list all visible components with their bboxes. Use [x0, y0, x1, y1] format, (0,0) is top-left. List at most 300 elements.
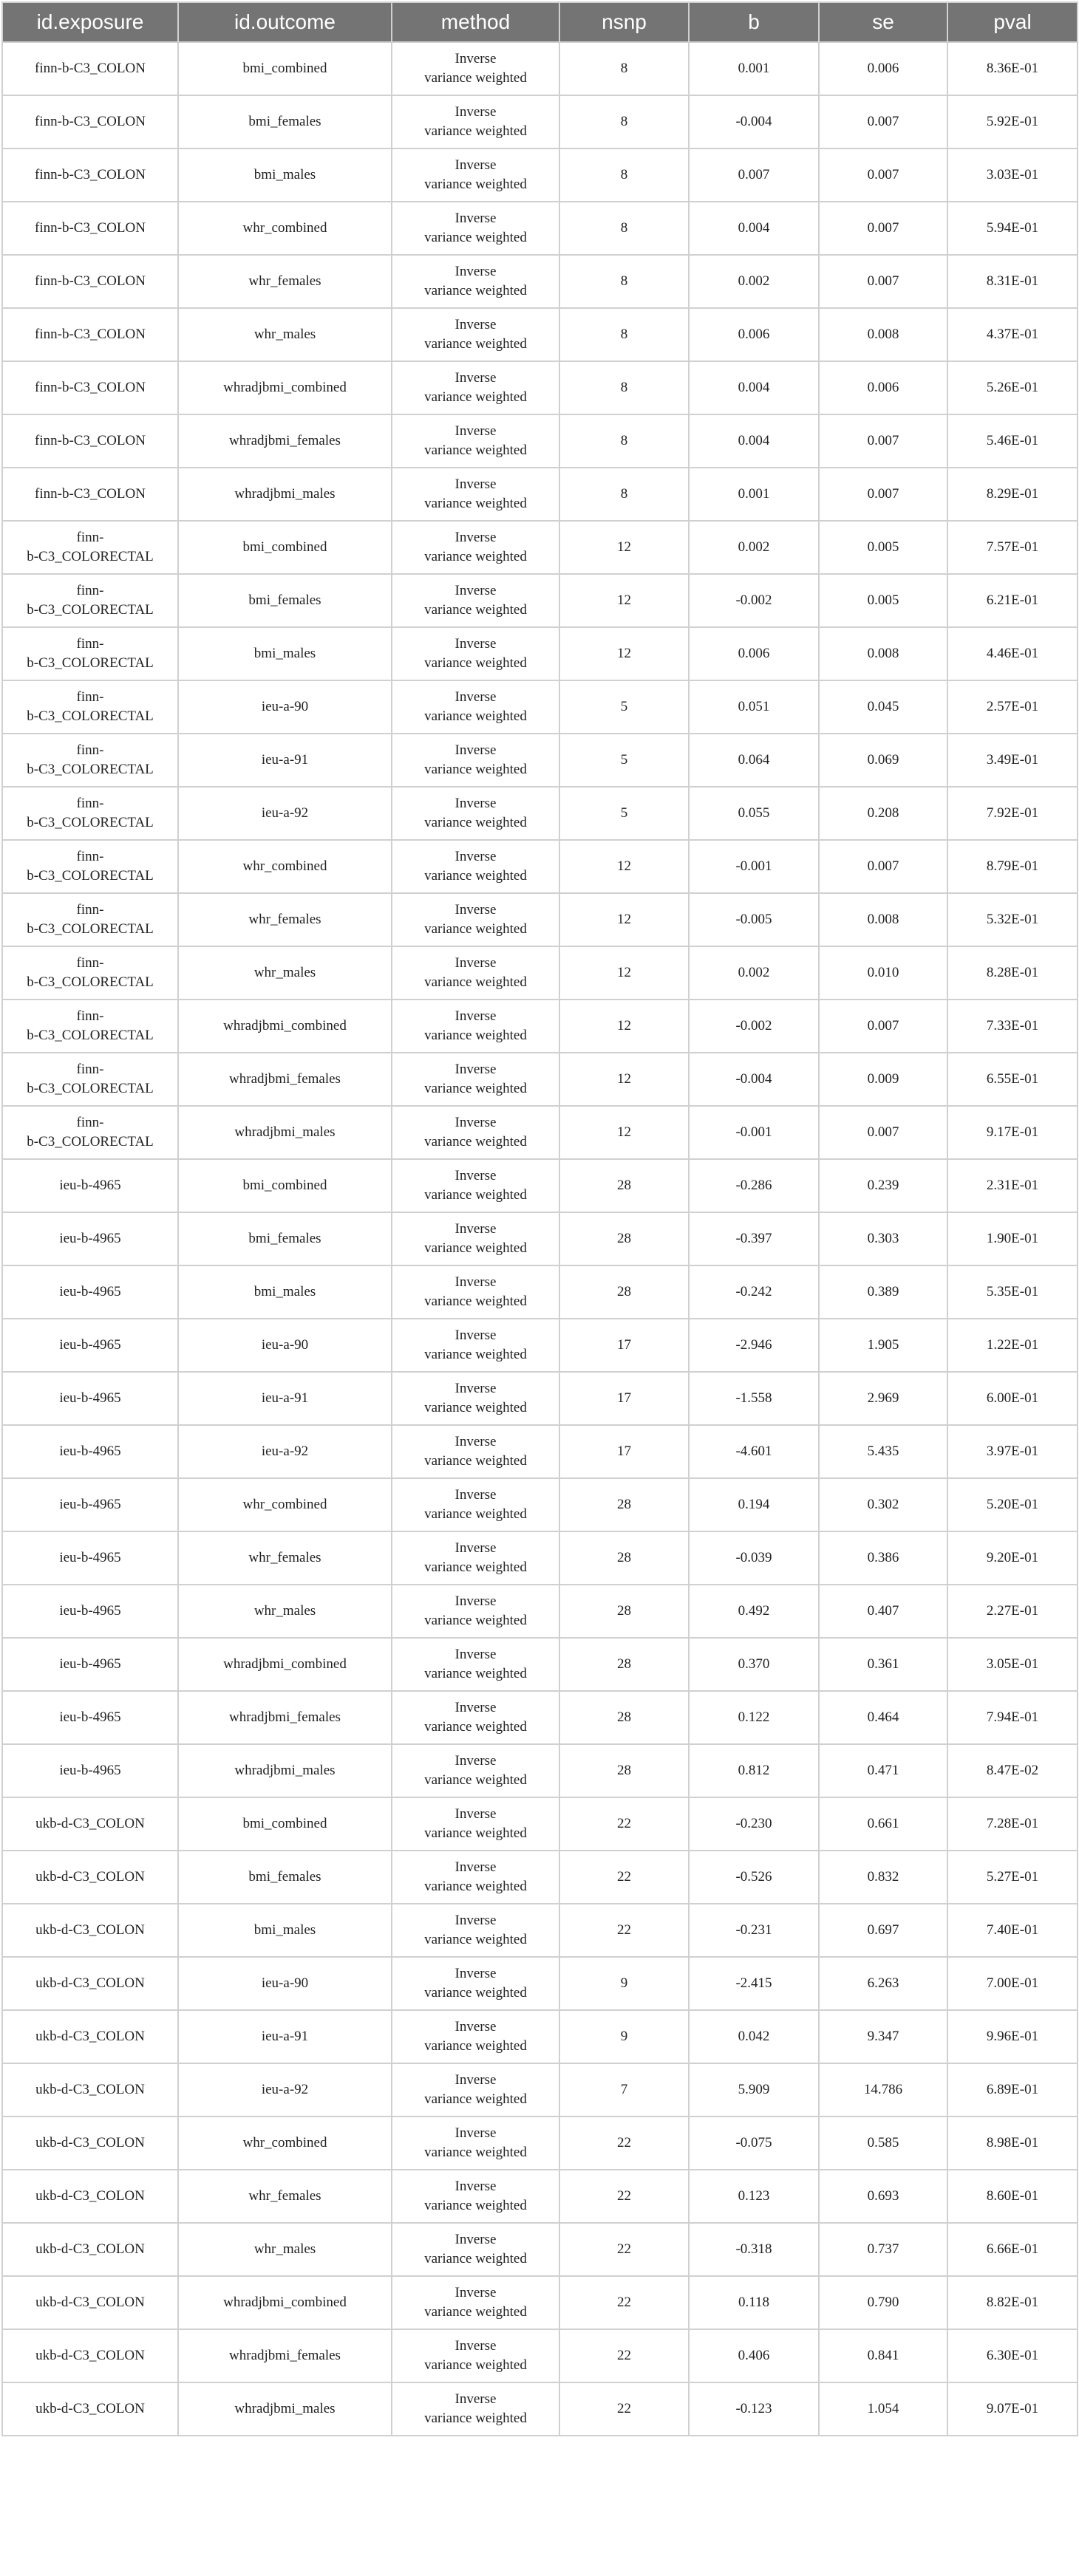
cell-method: [392, 627, 559, 680]
cell-pval: 7.94E-01: [947, 1691, 1078, 1744]
exposure-text: finn-: [76, 1062, 104, 1077]
cell-exposure: [2, 574, 178, 627]
cell-se: 0.693: [819, 2170, 947, 2223]
cell-pval: 8.29E-01: [947, 468, 1078, 521]
exposure-text: ieu-b-4965: [59, 1390, 121, 1406]
table-row: [2, 95, 1078, 148]
cell-outcome: bmi_combined: [178, 1797, 392, 1851]
cell-method: [392, 1372, 559, 1425]
exposure-text: ieu-b-4965: [59, 1231, 121, 1246]
cell-outcome: ieu-a-91: [178, 734, 392, 787]
exposure-text: ukb-d-C3_COLON: [35, 2082, 145, 2097]
method-text: variance weighted: [424, 1932, 527, 1947]
exposure-text: finn-: [76, 1115, 104, 1130]
table-row: [2, 893, 1078, 946]
cell-pval: 5.27E-01: [947, 1851, 1078, 1904]
method-text: variance weighted: [424, 868, 527, 884]
cell-pval: 8.31E-01: [947, 255, 1078, 308]
cell-b: 0.001: [689, 468, 819, 521]
cell-exposure: [2, 1425, 178, 1478]
cell-b: 0.004: [689, 414, 819, 468]
cell-se: 0.697: [819, 1904, 947, 1957]
method-text: Inverse: [455, 211, 497, 226]
method-text: variance weighted: [424, 655, 527, 671]
table-row: [2, 361, 1078, 414]
method-text: Inverse: [455, 1753, 497, 1769]
method-text: variance weighted: [424, 1347, 527, 1362]
exposure-text: finn-: [76, 849, 104, 864]
cell-method: [392, 255, 559, 308]
method-text: Inverse: [455, 2391, 497, 2407]
cell-method: [392, 1585, 559, 1638]
exposure-text: b-C3_COLORECTAL: [27, 974, 154, 990]
method-text: Inverse: [455, 1540, 497, 1556]
exposure-text: b-C3_COLORECTAL: [27, 549, 154, 564]
cell-b: 0.194: [689, 1478, 819, 1531]
cell-b: 0.006: [689, 308, 819, 361]
cell-method: [392, 1000, 559, 1053]
cell-pval: 7.40E-01: [947, 1904, 1078, 1957]
cell-pval: 3.49E-01: [947, 734, 1078, 787]
cell-se: 0.239: [819, 1159, 947, 1212]
cell-pval: 9.20E-01: [947, 1531, 1078, 1585]
exposure-text: b-C3_COLORECTAL: [27, 708, 154, 724]
cell-se: 0.841: [819, 2329, 947, 2382]
method-text: Inverse: [455, 2019, 497, 2035]
cell-nsnp: 22: [559, 2170, 689, 2223]
method-text: Inverse: [455, 1806, 497, 1822]
table-row: [2, 574, 1078, 627]
cell-pval: 6.55E-01: [947, 1053, 1078, 1106]
exposure-text: b-C3_COLORECTAL: [27, 655, 154, 671]
cell-se: 0.464: [819, 1691, 947, 1744]
method-text: Inverse: [455, 1062, 497, 1077]
cell-method: [392, 840, 559, 893]
cell-b: 0.051: [689, 680, 819, 734]
cell-outcome: bmi_males: [178, 627, 392, 680]
method-text: Inverse: [455, 1487, 497, 1503]
table-row: [2, 1744, 1078, 1797]
cell-se: 0.007: [819, 95, 947, 148]
cell-b: 0.064: [689, 734, 819, 787]
cell-method: [392, 893, 559, 946]
table-row: [2, 148, 1078, 202]
cell-method: [392, 1106, 559, 1159]
method-text: Inverse: [455, 636, 497, 652]
cell-outcome: ieu-a-90: [178, 680, 392, 734]
cell-b: 0.004: [689, 202, 819, 255]
cell-method: [392, 1159, 559, 1212]
exposure-text: finn-: [76, 955, 104, 971]
exposure-text: ukb-d-C3_COLON: [35, 1816, 145, 1831]
cell-outcome: whradjbmi_males: [178, 468, 392, 521]
cell-nsnp: 22: [559, 2117, 689, 2170]
cell-method: [392, 414, 559, 468]
cell-exposure: [2, 1372, 178, 1425]
cell-pval: 2.57E-01: [947, 680, 1078, 734]
cell-se: 5.435: [819, 1425, 947, 1478]
cell-pval: 6.00E-01: [947, 1372, 1078, 1425]
cell-nsnp: 8: [559, 255, 689, 308]
cell-exposure: [2, 202, 178, 255]
cell-method: [392, 521, 559, 574]
cell-outcome: whr_combined: [178, 2117, 392, 2170]
cell-outcome: bmi_combined: [178, 42, 392, 95]
table-row: [2, 1851, 1078, 1904]
cell-se: 0.007: [819, 468, 947, 521]
cell-se: 14.786: [819, 2063, 947, 2117]
cell-pval: 6.66E-01: [947, 2223, 1078, 2276]
exposure-text: finn-: [76, 742, 104, 758]
cell-b: 0.492: [689, 1585, 819, 1638]
cell-nsnp: 8: [559, 361, 689, 414]
cell-method: [392, 1957, 559, 2010]
cell-method: [392, 1319, 559, 1372]
table-row: [2, 1265, 1078, 1319]
cell-se: 2.969: [819, 1372, 947, 1425]
cell-exposure: [2, 1000, 178, 1053]
cell-outcome: ieu-a-92: [178, 1425, 392, 1478]
exposure-text: finn-b-C3_COLON: [35, 167, 146, 182]
exposure-text: ieu-b-4965: [59, 1656, 121, 1672]
exposure-text: ieu-b-4965: [59, 1337, 121, 1353]
cell-b: 0.370: [689, 1638, 819, 1691]
cell-nsnp: 12: [559, 1106, 689, 1159]
cell-nsnp: 8: [559, 95, 689, 148]
cell-nsnp: 28: [559, 1531, 689, 1585]
method-text: Inverse: [455, 1859, 497, 1875]
method-text: variance weighted: [424, 496, 527, 511]
cell-outcome: whr_males: [178, 308, 392, 361]
cell-b: -0.231: [689, 1904, 819, 1957]
method-text: variance weighted: [424, 1506, 527, 1522]
method-text: variance weighted: [424, 1187, 527, 1203]
cell-method: [392, 1797, 559, 1851]
method-text: variance weighted: [424, 336, 527, 352]
cell-outcome: whr_males: [178, 946, 392, 1000]
cell-exposure: [2, 787, 178, 840]
cell-exposure: [2, 1159, 178, 1212]
cell-b: 0.122: [689, 1691, 819, 1744]
cell-nsnp: 22: [559, 2223, 689, 2276]
cell-exposure: [2, 2223, 178, 2276]
method-text: Inverse: [455, 476, 497, 492]
table-row: [2, 787, 1078, 840]
method-text: variance weighted: [424, 2411, 527, 2426]
cell-method: [392, 787, 559, 840]
cell-nsnp: 12: [559, 1000, 689, 1053]
exposure-text: ukb-d-C3_COLON: [35, 1922, 145, 1938]
cell-nsnp: 7: [559, 2063, 689, 2117]
method-text: variance weighted: [424, 815, 527, 830]
exposure-text: finn-b-C3_COLON: [35, 486, 146, 502]
header-nsnp: nsnp: [559, 2, 689, 42]
cell-outcome: bmi_females: [178, 1212, 392, 1265]
cell-se: 0.010: [819, 946, 947, 1000]
method-text: variance weighted: [424, 1985, 527, 2001]
exposure-text: ieu-b-4965: [59, 1497, 121, 1512]
exposure-text: b-C3_COLORECTAL: [27, 602, 154, 618]
cell-pval: 9.07E-01: [947, 2382, 1078, 2436]
header-id-exposure: id.exposure: [2, 2, 178, 42]
cell-b: -0.397: [689, 1212, 819, 1265]
cell-nsnp: 22: [559, 2329, 689, 2382]
table-row: [2, 42, 1078, 95]
cell-pval: 8.82E-01: [947, 2276, 1078, 2329]
cell-nsnp: 22: [559, 1797, 689, 1851]
cell-outcome: ieu-a-90: [178, 1957, 392, 2010]
cell-outcome: whr_females: [178, 893, 392, 946]
cell-nsnp: 5: [559, 680, 689, 734]
cell-se: 0.007: [819, 255, 947, 308]
cell-b: -0.039: [689, 1531, 819, 1585]
cell-pval: 8.79E-01: [947, 840, 1078, 893]
cell-b: 0.001: [689, 42, 819, 95]
method-text: Inverse: [455, 1434, 497, 1449]
method-text: variance weighted: [424, 602, 527, 618]
cell-outcome: whradjbmi_females: [178, 414, 392, 468]
table-row: [2, 680, 1078, 734]
table-row: [2, 468, 1078, 521]
method-text: variance weighted: [424, 1134, 527, 1149]
cell-b: 0.123: [689, 2170, 819, 2223]
cell-pval: 6.30E-01: [947, 2329, 1078, 2382]
method-text: variance weighted: [424, 70, 527, 86]
cell-nsnp: 28: [559, 1585, 689, 1638]
cell-b: -0.001: [689, 1106, 819, 1159]
cell-exposure: [2, 1265, 178, 1319]
cell-outcome: bmi_males: [178, 1904, 392, 1957]
method-text: Inverse: [455, 530, 497, 545]
table-row: [2, 1585, 1078, 1638]
cell-nsnp: 8: [559, 202, 689, 255]
cell-outcome: whradjbmi_males: [178, 1744, 392, 1797]
cell-method: [392, 468, 559, 521]
cell-pval: 7.33E-01: [947, 1000, 1078, 1053]
cell-nsnp: 8: [559, 468, 689, 521]
method-text: variance weighted: [424, 2251, 527, 2266]
cell-se: 0.007: [819, 1106, 947, 1159]
method-text: Inverse: [455, 2338, 497, 2354]
method-text: variance weighted: [424, 2145, 527, 2160]
cell-exposure: [2, 308, 178, 361]
table-row: [2, 1478, 1078, 1531]
cell-se: 0.008: [819, 308, 947, 361]
cell-method: [392, 2382, 559, 2436]
header-b: b: [689, 2, 819, 42]
cell-se: 0.585: [819, 2117, 947, 2170]
method-text: Inverse: [455, 689, 497, 705]
cell-pval: 3.03E-01: [947, 148, 1078, 202]
cell-se: 0.389: [819, 1265, 947, 1319]
cell-method: [392, 202, 559, 255]
method-text: variance weighted: [424, 1240, 527, 1256]
cell-pval: 1.90E-01: [947, 1212, 1078, 1265]
exposure-text: ieu-b-4965: [59, 1444, 121, 1459]
exposure-text: b-C3_COLORECTAL: [27, 921, 154, 937]
cell-se: 0.007: [819, 148, 947, 202]
exposure-text: ieu-b-4965: [59, 1178, 121, 1193]
cell-nsnp: 22: [559, 1904, 689, 1957]
exposure-text: finn-b-C3_COLON: [35, 380, 146, 395]
table-row: [2, 2063, 1078, 2117]
method-text: Inverse: [455, 902, 497, 918]
mr-results-table: [1, 1, 1078, 2436]
exposure-text: b-C3_COLORECTAL: [27, 1134, 154, 1149]
cell-exposure: [2, 627, 178, 680]
table-row: [2, 1106, 1078, 1159]
table-row: [2, 414, 1078, 468]
cell-exposure: [2, 2010, 178, 2063]
table-row: [2, 1053, 1078, 1106]
method-text: variance weighted: [424, 1613, 527, 1628]
cell-outcome: bmi_males: [178, 148, 392, 202]
method-text: Inverse: [455, 1008, 497, 1024]
exposure-text: b-C3_COLORECTAL: [27, 762, 154, 777]
cell-exposure: [2, 1744, 178, 1797]
cell-se: 0.006: [819, 42, 947, 95]
cell-pval: 5.46E-01: [947, 414, 1078, 468]
cell-nsnp: 28: [559, 1478, 689, 1531]
cell-exposure: [2, 2170, 178, 2223]
cell-b: 0.406: [689, 2329, 819, 2382]
method-text: variance weighted: [424, 1081, 527, 1096]
method-text: variance weighted: [424, 443, 527, 458]
exposure-text: finn-: [76, 689, 104, 705]
method-text: Inverse: [455, 1966, 497, 1981]
method-text: Inverse: [455, 1274, 497, 1290]
exposure-text: finn-: [76, 636, 104, 652]
method-text: Inverse: [455, 1168, 497, 1183]
cell-b: 0.006: [689, 627, 819, 680]
cell-method: [392, 2276, 559, 2329]
cell-outcome: bmi_combined: [178, 521, 392, 574]
cell-exposure: [2, 1053, 178, 1106]
cell-se: 0.008: [819, 893, 947, 946]
cell-method: [392, 2010, 559, 2063]
cell-b: -2.415: [689, 1957, 819, 2010]
cell-se: 0.045: [819, 680, 947, 734]
method-text: Inverse: [455, 1913, 497, 1928]
method-text: Inverse: [455, 2232, 497, 2247]
table-row: [2, 1000, 1078, 1053]
method-text: variance weighted: [424, 1825, 527, 1841]
method-text: variance weighted: [424, 1879, 527, 1894]
cell-outcome: whr_females: [178, 2170, 392, 2223]
cell-nsnp: 12: [559, 946, 689, 1000]
cell-exposure: [2, 1957, 178, 2010]
cell-se: 0.005: [819, 574, 947, 627]
exposure-text: ukb-d-C3_COLON: [35, 2348, 145, 2363]
method-text: variance weighted: [424, 1294, 527, 1309]
cell-exposure: [2, 1585, 178, 1638]
header-row: [2, 2, 1078, 42]
cell-b: -0.286: [689, 1159, 819, 1212]
exposure-text: finn-: [76, 583, 104, 598]
exposure-text: ieu-b-4965: [59, 1284, 121, 1299]
cell-b: -0.123: [689, 2382, 819, 2436]
table-row: [2, 946, 1078, 1000]
exposure-text: ukb-d-C3_COLON: [35, 1975, 145, 1991]
table-row: [2, 627, 1078, 680]
cell-se: 1.905: [819, 1319, 947, 1372]
header-se: se: [819, 2, 947, 42]
cell-nsnp: 9: [559, 2010, 689, 2063]
table-row: [2, 1957, 1078, 2010]
cell-nsnp: 8: [559, 42, 689, 95]
method-text: Inverse: [455, 1647, 497, 1662]
exposure-text: b-C3_COLORECTAL: [27, 815, 154, 830]
cell-method: [392, 574, 559, 627]
cell-se: 1.054: [819, 2382, 947, 2436]
cell-pval: 4.46E-01: [947, 627, 1078, 680]
method-text: variance weighted: [424, 1400, 527, 1415]
cell-method: [392, 1212, 559, 1265]
exposure-text: ukb-d-C3_COLON: [35, 2401, 145, 2416]
method-text: variance weighted: [424, 1772, 527, 1788]
method-text: variance weighted: [424, 283, 527, 298]
cell-pval: 5.32E-01: [947, 893, 1078, 946]
cell-method: [392, 42, 559, 95]
cell-se: 0.069: [819, 734, 947, 787]
cell-method: [392, 1638, 559, 1691]
cell-method: [392, 946, 559, 1000]
exposure-text: ukb-d-C3_COLON: [35, 2295, 145, 2310]
cell-pval: 8.98E-01: [947, 2117, 1078, 2170]
method-text: Inverse: [455, 104, 497, 120]
cell-nsnp: 17: [559, 1319, 689, 1372]
cell-se: 0.661: [819, 1797, 947, 1851]
cell-method: [392, 1265, 559, 1319]
exposure-text: b-C3_COLORECTAL: [27, 868, 154, 884]
method-text: Inverse: [455, 1593, 497, 1609]
cell-b: 0.118: [689, 2276, 819, 2329]
cell-outcome: whr_males: [178, 1585, 392, 1638]
cell-nsnp: 12: [559, 574, 689, 627]
cell-exposure: [2, 521, 178, 574]
cell-se: 9.347: [819, 2010, 947, 2063]
table-row: [2, 1797, 1078, 1851]
cell-pval: 9.17E-01: [947, 1106, 1078, 1159]
cell-outcome: whr_combined: [178, 202, 392, 255]
cell-outcome: ieu-a-92: [178, 787, 392, 840]
table-row: [2, 1531, 1078, 1585]
cell-se: 0.361: [819, 1638, 947, 1691]
cell-method: [392, 308, 559, 361]
exposure-text: finn-b-C3_COLON: [35, 327, 146, 342]
cell-pval: 8.28E-01: [947, 946, 1078, 1000]
cell-exposure: [2, 1106, 178, 1159]
cell-b: -0.005: [689, 893, 819, 946]
cell-exposure: [2, 1638, 178, 1691]
table-row: [2, 2276, 1078, 2329]
cell-nsnp: 8: [559, 148, 689, 202]
cell-nsnp: 28: [559, 1212, 689, 1265]
cell-se: 0.471: [819, 1744, 947, 1797]
method-text: Inverse: [455, 370, 497, 386]
table-row: [2, 1372, 1078, 1425]
cell-pval: 5.94E-01: [947, 202, 1078, 255]
method-text: variance weighted: [424, 2038, 527, 2054]
method-text: variance weighted: [424, 177, 527, 192]
table-row: [2, 2010, 1078, 2063]
cell-exposure: [2, 468, 178, 521]
cell-nsnp: 28: [559, 1638, 689, 1691]
cell-exposure: [2, 946, 178, 1000]
method-text: Inverse: [455, 317, 497, 332]
cell-nsnp: 28: [559, 1744, 689, 1797]
cell-se: 0.303: [819, 1212, 947, 1265]
